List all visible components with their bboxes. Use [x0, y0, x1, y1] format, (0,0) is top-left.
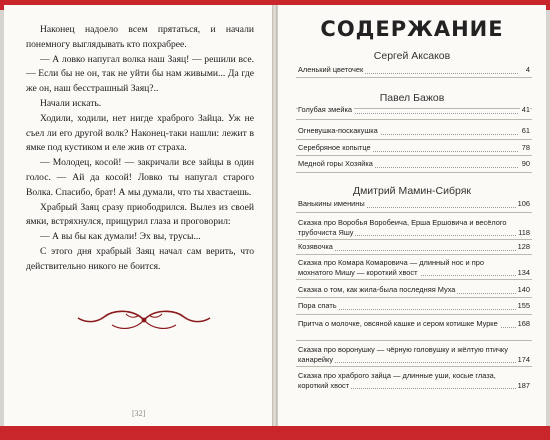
- left-page: [4, 5, 273, 426]
- toc-entry-page: 168: [517, 319, 530, 328]
- toc-entry-page: 78: [521, 143, 530, 152]
- toc-entry: [298, 319, 530, 329]
- toc-entry: [298, 126, 530, 136]
- section-author: Павел Бажов: [379, 92, 445, 104]
- divider: [296, 297, 532, 298]
- story-paragraph: — А вы бы как думали! Эх вы, трусы...: [40, 231, 201, 243]
- toc-entry-page: 61: [521, 126, 530, 135]
- section-author: Дмитрий Мамин-Сибряк: [352, 185, 472, 197]
- toc-entry: [298, 105, 530, 115]
- toc-entry: [298, 371, 530, 390]
- toc-entry-page: 118: [518, 227, 530, 237]
- divider: [296, 239, 532, 240]
- toc-entry: [298, 285, 530, 295]
- toc-entry-title: Сказка про Комара Комаровича — длинный нос и про мохнатого Мишу — короткий хвост: [298, 258, 484, 277]
- toc-entry: [298, 199, 530, 209]
- toc-entry-page: 41: [521, 105, 530, 114]
- toc-entry: [298, 242, 530, 252]
- right-page: [277, 5, 546, 426]
- story-paragraph: — Молодец, косой! — закричали все зайцы в один голос. — Ай да косой! Ловко ты напугал старого Волка. Спасибо, брат! А мы думали, что ты хвастаешь.: [26, 157, 254, 198]
- page-title: СОДЕРЖАНИЕ: [320, 17, 504, 41]
- divider: [296, 139, 532, 140]
- toc-entry-page: 90: [521, 159, 530, 168]
- toc-entry-page: 134: [517, 267, 530, 277]
- divider: [296, 366, 532, 367]
- divider: [296, 119, 532, 120]
- toc-entry: [298, 159, 530, 169]
- story-paragraph: — А ловко напугал волка наш Заяц! — решили все. — Если бы не он, так не уйти бы нам живыми... Да где же он, наш бесстрашный Заяц?..: [26, 53, 254, 95]
- divider: [296, 212, 532, 213]
- divider: [296, 314, 532, 315]
- toc-entry-page: 155: [517, 301, 530, 310]
- toc-entry-title: Огневушка-поскакушка: [298, 126, 378, 135]
- toc-entry-title: Притча о молочке, овсяной кашке и сером котишке Мурке: [298, 319, 498, 328]
- toc-entry: [298, 345, 530, 364]
- divider: [296, 279, 532, 280]
- toc-entry: [298, 65, 530, 75]
- toc-entry-title: Сказка про Воробья Воробеича, Ерша Ершовича и весёлого трубочиста Яшу: [298, 218, 507, 237]
- page-number: [32]: [132, 409, 146, 418]
- toc-entry: [298, 258, 530, 277]
- toc-entry-page: 187: [517, 380, 530, 390]
- divider: [296, 254, 532, 255]
- divider: [296, 155, 532, 156]
- toc-entry-title: Аленький цветочек: [298, 65, 364, 74]
- book-cover-edge-bottom: [0, 426, 550, 440]
- end-ornament-icon: [74, 305, 214, 335]
- toc-entry: [298, 218, 530, 237]
- toc-entry-title: Медной горы Хозяйка: [298, 159, 373, 168]
- story-paragraph: С этого дня храбрый Заяц начал сам верить, что действительно никого не боится.: [26, 245, 254, 272]
- toc-entry-title: Серебряное копытце: [298, 143, 371, 152]
- toc-entry-page: 140: [517, 285, 530, 294]
- section-author: Сергей Аксаков: [373, 50, 451, 62]
- toc-entry-title: Сказка про воронушку — чёрную головушку и жёлтую птичку канарейку: [298, 345, 508, 364]
- toc-entry-page: 106: [517, 199, 530, 208]
- story-paragraph: Ходили, ходили, нет нигде храброго Зайца. Уж не съел ли его другой волк? Наконец-таки нашли: лежит в ямке под кустиком и еле жив от страха.: [26, 112, 254, 154]
- story-text: [26, 23, 254, 275]
- toc-entry-title: Сказка о том, как жила-была последняя Муха: [298, 285, 456, 294]
- toc-entry-page: 4: [525, 65, 530, 74]
- toc-entry-title: Голубая змейка: [298, 105, 352, 114]
- toc-entry-title: Сказка про храброго зайца — длинные уши, косые глаза, короткий хвост: [298, 371, 496, 390]
- toc-entry: [298, 301, 530, 311]
- divider: [296, 77, 532, 78]
- divider: [296, 172, 532, 173]
- divider: [296, 340, 532, 341]
- story-paragraph: Начали искать.: [40, 97, 102, 109]
- story-paragraph: Наконец надоело всем прятаться, и начали понемногу выглядывать кто похрабрее.: [26, 24, 254, 50]
- toc-entry-title: Пора спать: [298, 301, 337, 310]
- story-paragraph: Храбрый Заяц сразу приободрился. Вылез из своей ямки, встряхнулся, прищурил глаза и проговорил:: [26, 201, 254, 228]
- toc-entry-page: 174: [517, 354, 530, 364]
- toc-entry-page: 128: [517, 242, 530, 251]
- toc-entry-title: Козявочка: [298, 242, 333, 251]
- toc-entry-title: Ванькины именины: [298, 199, 365, 208]
- toc-entry: [298, 143, 530, 153]
